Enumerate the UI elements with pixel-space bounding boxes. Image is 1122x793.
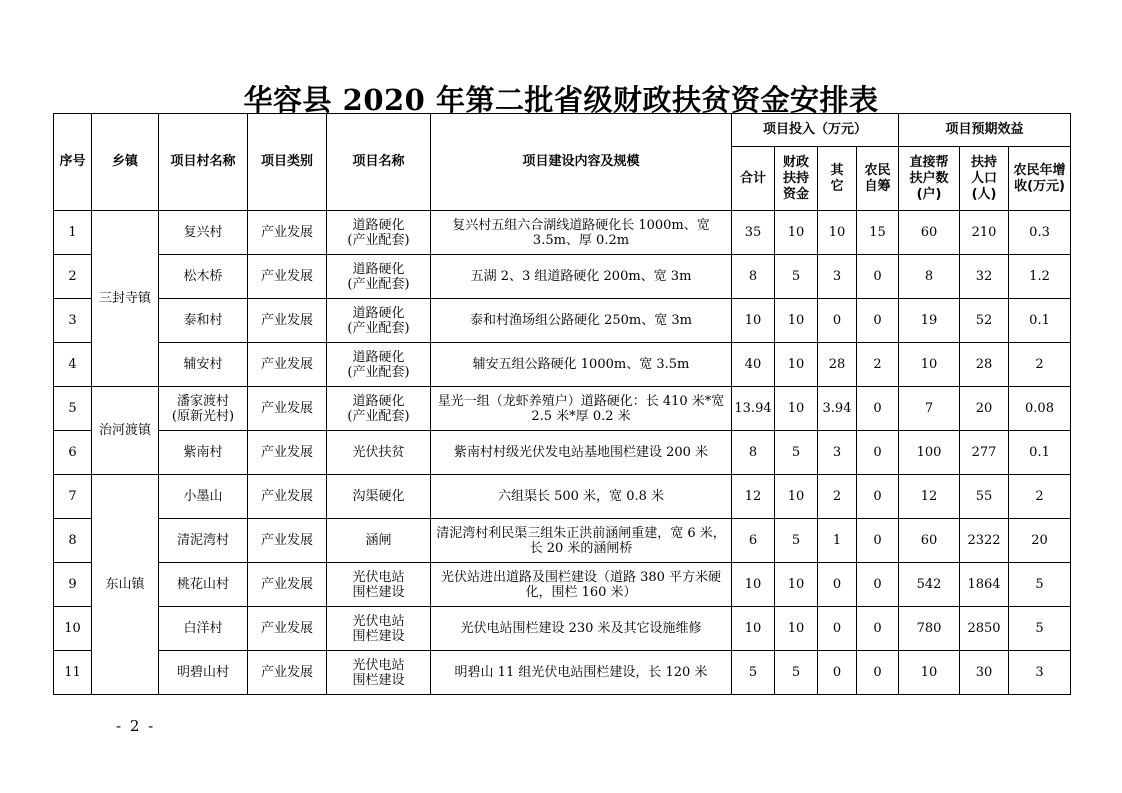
cell-other: 0 [818, 563, 857, 607]
cell-farmer: 0 [857, 431, 899, 475]
cell-fiscal: 5 [775, 255, 818, 299]
cell-village: 清泥湾村 [159, 519, 248, 563]
cell-population: 55 [960, 475, 1009, 519]
cell-households: 8 [899, 255, 960, 299]
cell-income: 0.1 [1009, 299, 1071, 343]
cell-content: 六组渠长 500 米，宽 0.8 米 [431, 475, 732, 519]
cell-households: 542 [899, 563, 960, 607]
cell-project: 光伏扶贫 [327, 431, 431, 475]
table-row [54, 255, 1071, 299]
cell-income: 2 [1009, 475, 1071, 519]
cell-content: 辅安五组公路硬化 1000m、宽 3.5m [431, 343, 732, 387]
cell-village: 明碧山村 [159, 651, 248, 695]
cell-population: 30 [960, 651, 1009, 695]
cell-income: 1.2 [1009, 255, 1071, 299]
cell-total: 10 [732, 607, 775, 651]
cell-village: 松木桥 [159, 255, 248, 299]
cell-households: 10 [899, 651, 960, 695]
cell-project: 光伏电站 围栏建设 [327, 563, 431, 607]
cell-other: 10 [818, 211, 857, 255]
cell-income: 20 [1009, 519, 1071, 563]
cell-households: 19 [899, 299, 960, 343]
cell-farmer: 0 [857, 519, 899, 563]
cell-farmer: 0 [857, 563, 899, 607]
cell-village: 泰和村 [159, 299, 248, 343]
cell-population: 277 [960, 431, 1009, 475]
cell-content: 泰和村渔场组公路硬化 250m、宽 3m [431, 299, 732, 343]
header-content: 项目建设内容及规模 [431, 114, 732, 211]
header-other: 其它 [818, 147, 857, 211]
table-row [54, 519, 1071, 563]
header-village: 项目村名称 [159, 114, 248, 211]
cell-fiscal: 10 [775, 387, 818, 431]
cell-village: 桃花山村 [159, 563, 248, 607]
header-seq: 序号 [54, 114, 92, 211]
cell-total: 13.94 [732, 387, 775, 431]
cell-other: 3 [818, 255, 857, 299]
table-row [54, 475, 1071, 519]
cell-income: 0.3 [1009, 211, 1071, 255]
cell-total: 10 [732, 299, 775, 343]
cell-population: 28 [960, 343, 1009, 387]
cell-content: 光伏站进出道路及围栏建设（道路 380 平方米硬化，围栏 160 米） [431, 563, 732, 607]
cell-other: 2 [818, 475, 857, 519]
cell-project: 涵闸 [327, 519, 431, 563]
table-row [54, 387, 1071, 431]
cell-seq: 11 [54, 651, 92, 695]
cell-fiscal: 10 [775, 299, 818, 343]
cell-farmer: 0 [857, 299, 899, 343]
header-households: 直接帮扶户数(户) [899, 147, 960, 211]
cell-income: 0.08 [1009, 387, 1071, 431]
cell-project: 道路硬化 (产业配套) [327, 255, 431, 299]
cell-project: 道路硬化 (产业配套) [327, 387, 431, 431]
cell-total: 40 [732, 343, 775, 387]
cell-category: 产业发展 [248, 343, 327, 387]
table-row [54, 299, 1071, 343]
header-project-name: 项目名称 [327, 114, 431, 211]
cell-households: 10 [899, 343, 960, 387]
cell-township: 三封寺镇 [92, 211, 159, 387]
cell-category: 产业发展 [248, 651, 327, 695]
header-income: 农民年增收(万元) [1009, 147, 1071, 211]
cell-content: 紫南村村级光伏发电站基地围栏建设 200 米 [431, 431, 732, 475]
cell-content: 清泥湾村利民渠三组朱正洪前涵闸重建，宽 6 米，长 20 米的涵闸桥 [431, 519, 732, 563]
cell-households: 780 [899, 607, 960, 651]
cell-project: 道路硬化 (产业配套) [327, 343, 431, 387]
cell-population: 210 [960, 211, 1009, 255]
cell-fiscal: 10 [775, 343, 818, 387]
cell-income: 5 [1009, 563, 1071, 607]
cell-other: 0 [818, 299, 857, 343]
cell-seq: 4 [54, 343, 92, 387]
cell-population: 1864 [960, 563, 1009, 607]
cell-total: 35 [732, 211, 775, 255]
cell-farmer: 0 [857, 651, 899, 695]
cell-content: 光伏电站围栏建设 230 米及其它设施维修 [431, 607, 732, 651]
cell-village: 潘家渡村 (原新光村) [159, 387, 248, 431]
cell-category: 产业发展 [248, 299, 327, 343]
cell-project: 光伏电站 围栏建设 [327, 607, 431, 651]
cell-content: 五湖 2、3 组道路硬化 200m、宽 3m [431, 255, 732, 299]
table-row [54, 431, 1071, 475]
cell-category: 产业发展 [248, 211, 327, 255]
header-total: 合计 [732, 147, 775, 211]
cell-category: 产业发展 [248, 387, 327, 431]
cell-income: 5 [1009, 607, 1071, 651]
cell-other: 3 [818, 431, 857, 475]
cell-content: 明碧山 11 组光伏电站围栏建设，长 120 米 [431, 651, 732, 695]
funding-table [53, 113, 1071, 695]
page-number: - 2 - [116, 717, 156, 735]
cell-content: 复兴村五组六合湖线道路硬化长 1000m、宽 3.5m、厚 0.2m [431, 211, 732, 255]
cell-fiscal: 5 [775, 519, 818, 563]
cell-other: 3.94 [818, 387, 857, 431]
cell-project: 光伏电站 围栏建设 [327, 651, 431, 695]
table-body [54, 211, 1071, 695]
cell-households: 7 [899, 387, 960, 431]
cell-population: 2322 [960, 519, 1009, 563]
cell-township: 东山镇 [92, 475, 159, 695]
cell-income: 2 [1009, 343, 1071, 387]
cell-population: 2850 [960, 607, 1009, 651]
cell-seq: 10 [54, 607, 92, 651]
table-row [54, 211, 1071, 255]
cell-other: 28 [818, 343, 857, 387]
cell-farmer: 0 [857, 475, 899, 519]
cell-seq: 1 [54, 211, 92, 255]
cell-village: 紫南村 [159, 431, 248, 475]
cell-income: 3 [1009, 651, 1071, 695]
cell-fiscal: 5 [775, 431, 818, 475]
cell-seq: 9 [54, 563, 92, 607]
table-row [54, 563, 1071, 607]
cell-fiscal: 10 [775, 563, 818, 607]
cell-total: 6 [732, 519, 775, 563]
cell-category: 产业发展 [248, 475, 327, 519]
cell-population: 52 [960, 299, 1009, 343]
cell-category: 产业发展 [248, 255, 327, 299]
cell-seq: 8 [54, 519, 92, 563]
cell-project: 沟渠硬化 [327, 475, 431, 519]
cell-content: 星光一组（龙虾养殖户）道路硬化：长 410 米*宽 2.5 米*厚 0.2 米 [431, 387, 732, 431]
header-benefit-group: 项目预期效益 [899, 114, 1071, 147]
cell-total: 5 [732, 651, 775, 695]
cell-village: 辅安村 [159, 343, 248, 387]
cell-total: 10 [732, 563, 775, 607]
cell-households: 12 [899, 475, 960, 519]
cell-category: 产业发展 [248, 431, 327, 475]
cell-farmer: 2 [857, 343, 899, 387]
cell-other: 0 [818, 651, 857, 695]
table-row [54, 343, 1071, 387]
cell-total: 12 [732, 475, 775, 519]
cell-category: 产业发展 [248, 607, 327, 651]
cell-households: 60 [899, 519, 960, 563]
header-investment-group: 项目投入（万元） [732, 114, 899, 147]
cell-seq: 3 [54, 299, 92, 343]
cell-population: 32 [960, 255, 1009, 299]
cell-village: 白洋村 [159, 607, 248, 651]
cell-project: 道路硬化 (产业配套) [327, 299, 431, 343]
cell-fiscal: 5 [775, 651, 818, 695]
cell-category: 产业发展 [248, 519, 327, 563]
cell-seq: 5 [54, 387, 92, 431]
cell-township: 治河渡镇 [92, 387, 159, 475]
cell-total: 8 [732, 431, 775, 475]
header-farmer: 农民自筹 [857, 147, 899, 211]
cell-farmer: 0 [857, 255, 899, 299]
cell-population: 20 [960, 387, 1009, 431]
cell-fiscal: 10 [775, 607, 818, 651]
cell-village: 小墨山 [159, 475, 248, 519]
cell-category: 产业发展 [248, 563, 327, 607]
header-township: 乡镇 [92, 114, 159, 211]
cell-income: 0.1 [1009, 431, 1071, 475]
cell-fiscal: 10 [775, 475, 818, 519]
page-title: 华容县 2020 年第二批省级财政扶贫资金安排表 [243, 83, 879, 117]
header-fiscal: 财政扶持资金 [775, 147, 818, 211]
cell-seq: 6 [54, 431, 92, 475]
cell-other: 0 [818, 607, 857, 651]
table-row [54, 607, 1071, 651]
cell-farmer: 15 [857, 211, 899, 255]
cell-fiscal: 10 [775, 211, 818, 255]
cell-seq: 2 [54, 255, 92, 299]
cell-project: 道路硬化 (产业配套) [327, 211, 431, 255]
cell-households: 60 [899, 211, 960, 255]
cell-village: 复兴村 [159, 211, 248, 255]
table-row [54, 651, 1071, 695]
cell-other: 1 [818, 519, 857, 563]
cell-seq: 7 [54, 475, 92, 519]
cell-total: 8 [732, 255, 775, 299]
cell-farmer: 0 [857, 607, 899, 651]
cell-farmer: 0 [857, 387, 899, 431]
header-population: 扶持人口(人) [960, 147, 1009, 211]
header-category: 项目类别 [248, 114, 327, 211]
cell-households: 100 [899, 431, 960, 475]
